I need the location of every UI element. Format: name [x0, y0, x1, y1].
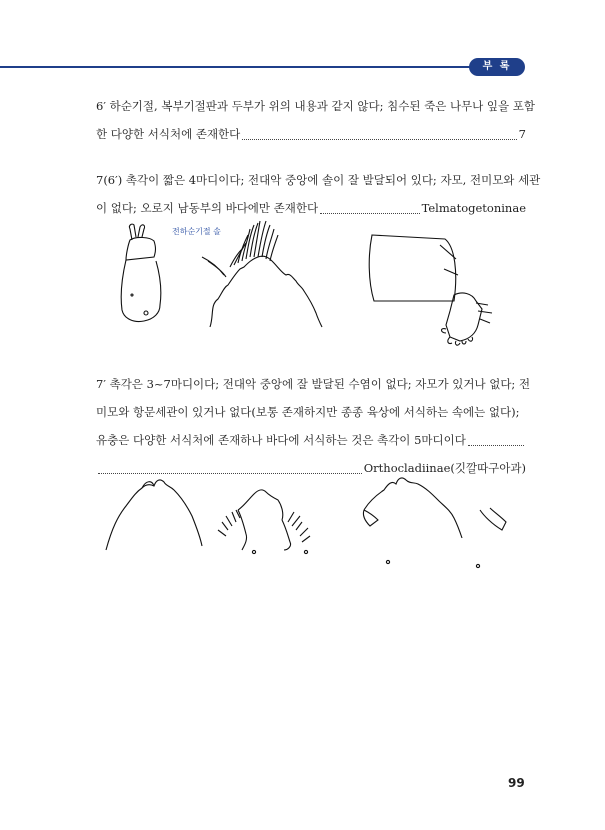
mentum-drawing-1 [106, 480, 202, 550]
mentum-drawing-2 [218, 490, 310, 554]
leader-dots [242, 120, 516, 140]
figure-callout-label: 전하순기절 솔 [172, 227, 221, 236]
header-rule [0, 66, 500, 68]
antenna-drawing [121, 224, 161, 321]
couplet-text: 7(6′) 촉각이 짧은 4마디이다; 전대악 중앙에 솔이 잘 발달되어 있다; 자모, 전미모와 세관 [96, 173, 541, 187]
couplet-text: 미모와 항문세관이 있거나 없다(보통 존재하지만 종종 육상에 서식하는 속에는 없다); [96, 405, 520, 419]
couplet-6-prime [96, 92, 536, 148]
couplet-7 [96, 166, 541, 222]
couplet-line [96, 166, 541, 194]
couplet-line [96, 398, 526, 426]
labial-plate-drawing [202, 221, 322, 327]
couplet-7-prime [96, 370, 531, 482]
page-number: 99 [508, 776, 525, 790]
couplet-target: Orthocladiinae(깃깔따구아과) [363, 461, 526, 475]
couplet-target: 7 [518, 127, 526, 141]
couplet-line [96, 370, 531, 398]
leader-dots [320, 194, 419, 214]
couplet-text: 유충은 다양한 서식처에 존재하나 바다에 서식하는 것은 촉각이 5마디이다 [96, 433, 466, 447]
couplet-text: 7′ 촉각은 3~7마디이다; 전대악 중앙에 잘 발달된 수염이 없다; 자모가 있거나 없다; 전 [96, 377, 531, 391]
couplet-line [96, 120, 526, 148]
couplet-line [96, 92, 536, 120]
leader-dots [468, 426, 524, 446]
couplet-text: 이 없다; 오로지 남동부의 바다에만 존재한다 [96, 201, 319, 215]
couplet-text: 6′ 하순기절, 복부기절판과 두부가 위의 내용과 같지 않다; 침수된 죽은 나무나 잎을 포함 [96, 99, 536, 113]
figure-orthocladiinae [96, 470, 526, 580]
abdomen-drawing [369, 235, 492, 345]
section-badge: 부 록 [469, 58, 525, 76]
figure-telmatogetoninae [110, 215, 530, 355]
couplet-line [96, 426, 526, 454]
couplet-text: 한 다양한 서식처에 존재한다 [96, 127, 241, 141]
mentum-drawing-3 [363, 478, 506, 568]
couplet-target: Telmatogetoninae [421, 201, 526, 215]
